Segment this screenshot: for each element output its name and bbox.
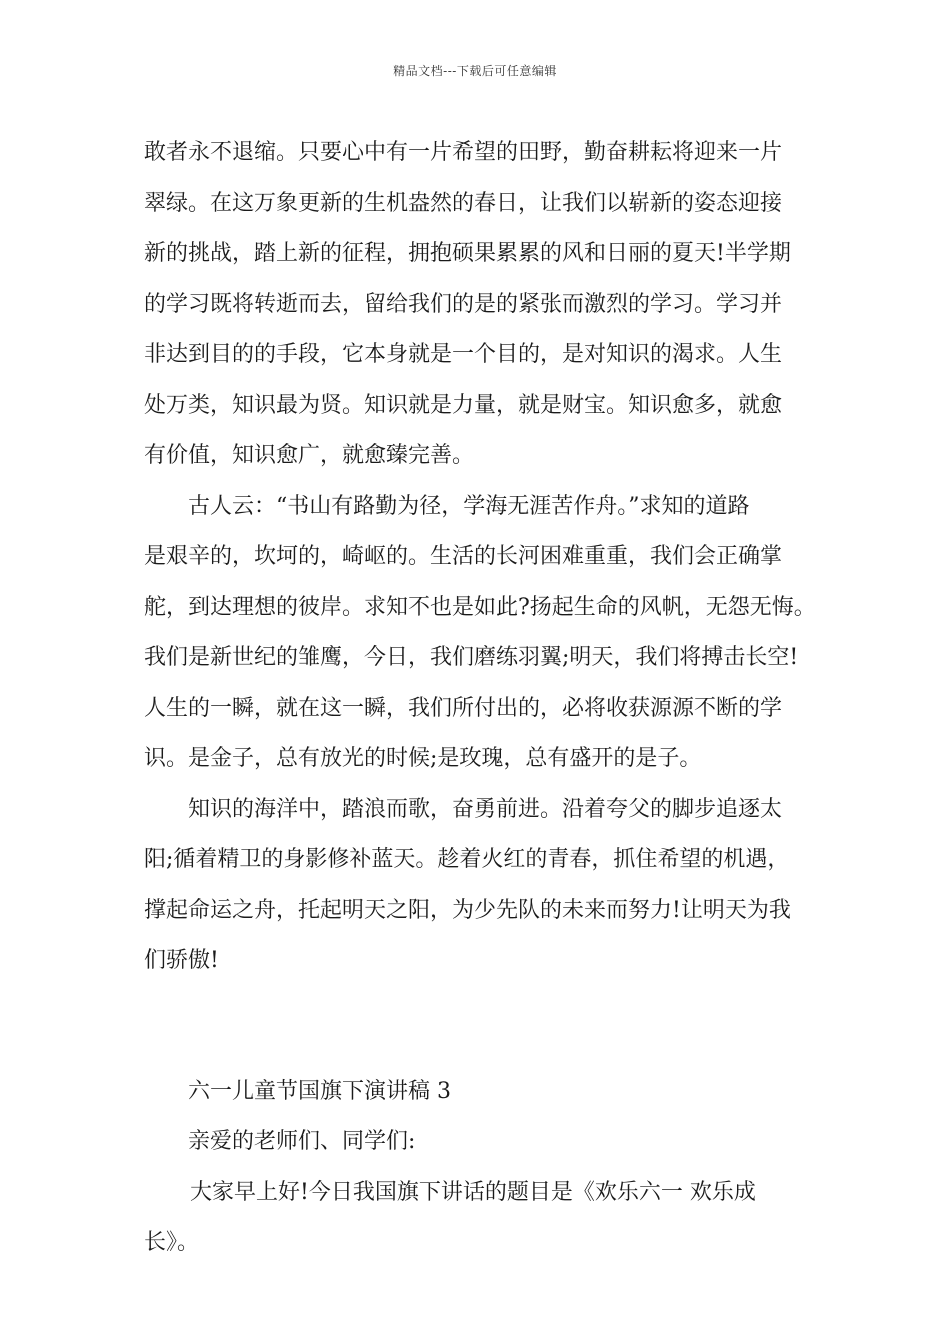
text-line: 长》。 xyxy=(144,1230,200,1255)
paragraph-2 xyxy=(144,482,816,785)
text-line: 处万类，知识最为贤。知识就是力量，就是财宝。知识愈多，就愈 xyxy=(144,392,783,418)
text-line: 古人云：“书山有路勤为径，学海无涯苦作舟。”求知的道路 xyxy=(188,493,750,519)
paragraph-4 xyxy=(144,1168,816,1269)
text-line: 是艰辛的，坎坷的，崎岖的。生活的长河困难重重，我们会正确掌 xyxy=(144,544,783,569)
section-spacer xyxy=(144,987,816,1067)
paragraph-3 xyxy=(144,785,816,987)
text-line: 们骄傲! xyxy=(144,948,219,973)
paragraph-1 xyxy=(144,128,816,482)
document-body xyxy=(144,128,816,1269)
text-line: 舵，到达理想的彼岸。求知不也是如此?扬起生命的风帆，无怨无悔。 xyxy=(144,594,816,620)
text-line: 有价值，知识愈广，就愈臻完善。 xyxy=(144,443,475,468)
text-line: 非达到目的的手段，它本身就是一个目的，是对知识的渴求。人生 xyxy=(144,342,783,367)
text-line: 的学习既将转逝而去，留给我们的是的紧张而激烈的学习。学习并 xyxy=(144,291,783,317)
text-line: 新的挑战，踏上新的征程，拥抱硕果累累的风和日丽的夏天!半学期 xyxy=(144,241,791,266)
text-line: 人生的一瞬，就在这一瞬，我们所付出的，必将收获源源不断的学 xyxy=(144,695,783,721)
text-line: 大家早上好!今日我国旗下讲话的题目是《欢乐六一 欢乐成 xyxy=(190,1179,756,1205)
page-header: 精品文档---下载后可任意编辑 xyxy=(393,64,557,78)
text-line: 知识的海洋中，踏浪而歌，奋勇前进。沿着夸父的脚步追逐太 xyxy=(188,796,783,822)
text-line: 我们是新世纪的雏鹰，今日，我们磨练羽翼;明天，我们将搏击长空! xyxy=(144,645,799,670)
text-line: 翠绿。在这万象更新的生机盎然的春日，让我们以崭新的姿态迎接 xyxy=(144,190,783,216)
text-line: 识。是金子，总有放光的时候;是玫瑰，总有盛开的是子。 xyxy=(144,746,702,771)
text-line: 阳;循着精卫的身影修补蓝天。趁着火红的青春，抓住希望的机遇， xyxy=(144,847,790,872)
section-title: 六一儿童节国旗下演讲稿 3 xyxy=(188,1078,451,1104)
greeting: 亲爱的老师们、同学们: xyxy=(188,1129,416,1154)
text-line: 撑起命运之舟，托起明天之阳，为少先队的未来而努力!让明天为我 xyxy=(144,897,791,923)
text-line: 敢者永不退缩。只要心中有一片希望的田野，勤奋耕耘将迎来一片 xyxy=(144,140,783,165)
